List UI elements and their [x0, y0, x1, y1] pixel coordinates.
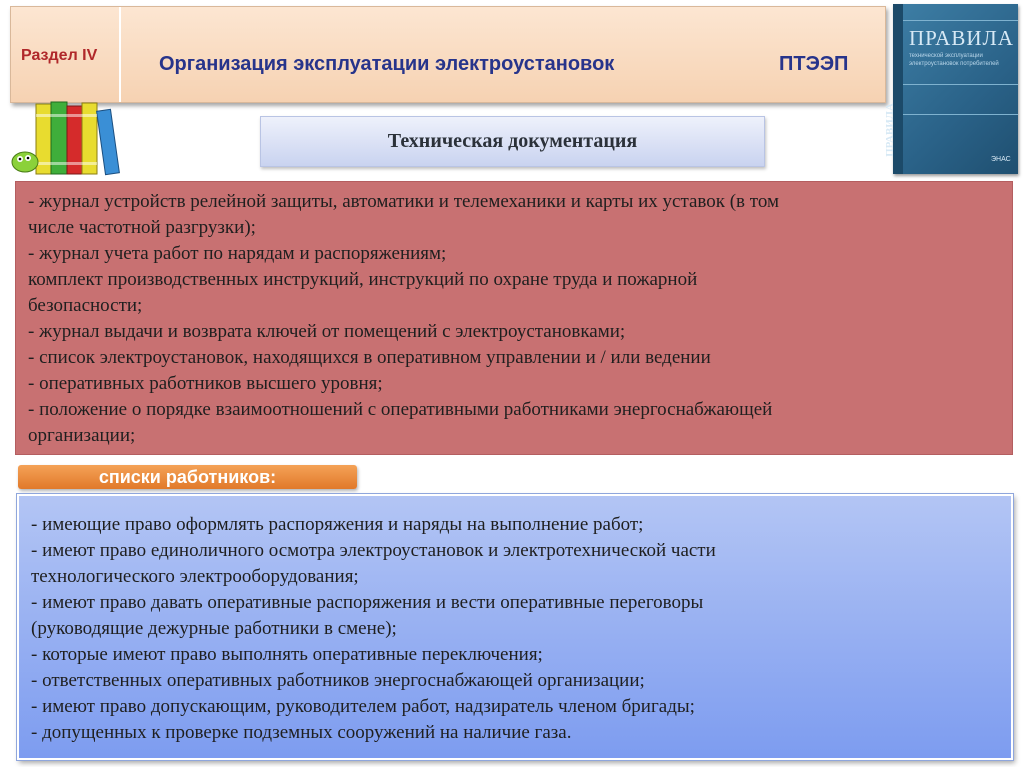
list-item: - список электроустановок, находящихся в оперативном управлении и / или ведении	[28, 347, 711, 368]
page-title: Организация эксплуатации электроустановок	[159, 53, 615, 75]
book-spine-text: ПРАВИЛА	[883, 103, 896, 157]
list-item: (руководящие дежурные работники в смене);	[31, 618, 397, 639]
list-item: числе частотной разгрузки);	[28, 217, 256, 238]
list-item: - положение о порядке взаимоотношений с оперативными работниками энергоснабжающей	[28, 399, 773, 420]
book-title: ПРАВИЛА	[909, 26, 1014, 50]
documentation-list	[15, 181, 1013, 455]
list-item: - журнал учета работ по нарядам и распоряжениям;	[28, 243, 447, 264]
section-label: Раздел IV	[21, 47, 98, 64]
rulebook-cover-image	[883, 4, 1018, 174]
abbreviation-label: ПТЭЭП	[779, 53, 849, 75]
list-item: - ответственных оперативных работников энергоснабжающей организации;	[31, 670, 645, 691]
list-item: - допущенных к проверке подземных сооружений на наличие газа.	[31, 722, 572, 743]
list-item: - имеют право единоличного осмотра электроустановок и электротехнической части	[31, 540, 716, 561]
workers-list	[17, 494, 1013, 760]
list-item: - журнал выдачи и возврата ключей от помещений с электроустановками;	[28, 321, 626, 342]
header-bar	[10, 6, 886, 103]
list-item: - имеют право давать оперативные распоряжения и вести оперативные переговоры	[31, 592, 704, 613]
list-item: - которые имеют право выполнять оперативные переключения;	[31, 644, 543, 665]
list-item: - оперативных работников высшего уровня;	[28, 373, 383, 394]
list-item: - журнал устройств релейной защиты, автоматики и телемеханики и карты их уставок (в том	[28, 191, 779, 212]
workers-list-label: списки работников:	[18, 465, 357, 489]
list-item: - имеющие право оформлять распоряжения и наряды на выполнение работ;	[31, 514, 644, 535]
list-item: технологического электрооборудования;	[31, 566, 359, 587]
publisher-logo: ЭНАС	[991, 156, 1011, 163]
header-divider	[119, 7, 121, 102]
list-item: комплект производственных инструкций, инструкций по охране труда и пожарной	[28, 269, 698, 290]
section-heading: Техническая документация	[260, 116, 765, 167]
list-item: организации;	[28, 425, 136, 446]
books-icon	[10, 100, 128, 178]
list-item: безопасности;	[28, 295, 143, 316]
list-item: - имеют право допускающим, руководителем работ, надзиратель членом бригады;	[31, 696, 695, 717]
book-subtitle: технической эксплуатации электроустановок потребителей	[909, 53, 999, 67]
